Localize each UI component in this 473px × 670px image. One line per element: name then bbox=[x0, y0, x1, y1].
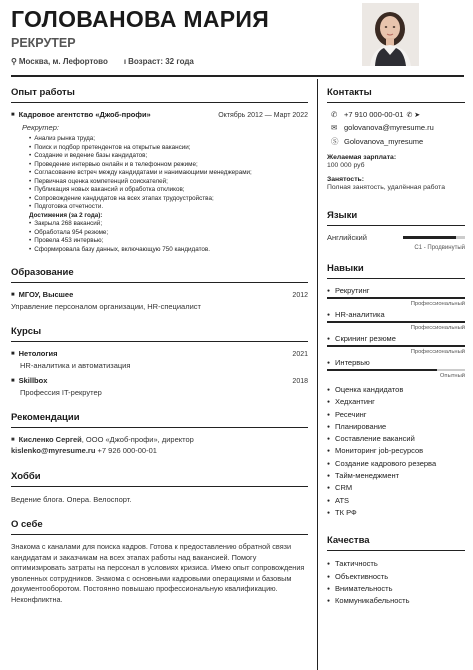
course-desc: Профессия IT-рекрутер bbox=[20, 388, 102, 397]
skill-bar-fill bbox=[327, 345, 465, 347]
hobby-section bbox=[11, 471, 308, 505]
section-rule bbox=[11, 427, 308, 428]
portrait-image bbox=[362, 3, 419, 66]
skill-level: Профессиональный bbox=[410, 349, 465, 355]
experience-section bbox=[11, 87, 308, 254]
candidate-role: РЕКРУТЕР bbox=[11, 36, 76, 50]
section-rule bbox=[11, 486, 308, 487]
left-column bbox=[11, 87, 308, 606]
skill-bar-fill bbox=[327, 297, 465, 299]
salary-value: 100 000 руб bbox=[327, 162, 365, 169]
education-year: 2012 bbox=[292, 292, 308, 299]
course-name: ■ Нетология bbox=[11, 349, 57, 358]
languages-section bbox=[327, 210, 465, 251]
location-text: Москва, м. Лефортово bbox=[18, 57, 108, 66]
email-icon: ✉ bbox=[331, 123, 338, 132]
skype-row bbox=[331, 136, 465, 147]
school-name: ■ МГОУ, Высшее bbox=[11, 290, 73, 299]
speciality: Управление персоналом организации, HR-специалист bbox=[11, 302, 201, 311]
section-title: О себе bbox=[11, 519, 43, 530]
list-item: ● Оценка кандидатов bbox=[327, 384, 465, 396]
section-title: Навыки bbox=[327, 263, 364, 274]
employment-value: Полная занятость, удалённая работа bbox=[327, 184, 445, 191]
achievements-title: Достижения (за 2 года): bbox=[29, 211, 103, 219]
skill-item bbox=[327, 286, 465, 307]
list-item: ● Тактичность bbox=[327, 558, 465, 570]
candidate-meta bbox=[11, 57, 361, 66]
list-item: • Проведение интервью онлайн и в телефонном режиме; bbox=[29, 161, 308, 170]
section-rule bbox=[327, 278, 465, 279]
section-rule bbox=[327, 102, 465, 103]
skill-bar-fill bbox=[327, 321, 465, 323]
list-item: • Провела 453 интервью; bbox=[29, 237, 308, 246]
list-item: • Подготовка отчетности. bbox=[29, 203, 308, 212]
skill-bar bbox=[327, 297, 465, 299]
skype-login[interactable]: Golovanova_myresume bbox=[344, 137, 424, 146]
language-bar bbox=[403, 236, 465, 239]
section-title: Хобби bbox=[11, 471, 41, 482]
list-item: • Обработала 954 резюме; bbox=[29, 229, 308, 238]
course-desc: HR-аналитика и автоматизация bbox=[20, 361, 131, 370]
list-item: ● Мониторинг job-ресурсов bbox=[327, 445, 465, 457]
employment-label: Занятость: bbox=[327, 176, 364, 183]
email-row bbox=[331, 123, 465, 132]
skill-level: Профессиональный bbox=[410, 325, 465, 331]
skill-name: ● Рекрутинг bbox=[327, 286, 465, 295]
job-dates: Октябрь 2012 — Март 2022 bbox=[218, 112, 308, 119]
messenger-icons: ✆ ➤ bbox=[406, 111, 421, 119]
section-rule bbox=[11, 282, 308, 283]
section-rule bbox=[327, 550, 465, 551]
skill-name: ● Интервью bbox=[327, 358, 465, 367]
list-item: ● Объективность bbox=[327, 571, 465, 583]
person-icon: ı bbox=[123, 57, 127, 66]
section-title: Рекомендации bbox=[11, 412, 80, 423]
course-row bbox=[11, 376, 308, 385]
section-title: Качества bbox=[327, 535, 370, 547]
skill-item bbox=[327, 310, 465, 331]
location-pin-icon: ⚲ bbox=[11, 57, 17, 66]
recommender-contacts bbox=[11, 446, 308, 455]
list-item: • Закрыла 268 вакансий; bbox=[29, 220, 308, 229]
recommender-role: , ООО «Джоб-профи», директор bbox=[81, 435, 194, 444]
education-row bbox=[11, 290, 308, 299]
email-address[interactable]: golovanova@myresume.ru bbox=[344, 123, 434, 132]
company-name: ■ Кадровое агентство «Джоб-профи» bbox=[11, 110, 151, 119]
age-text: Возраст: 32 года bbox=[128, 57, 194, 66]
section-title: Курсы bbox=[11, 326, 42, 337]
education-section bbox=[11, 267, 308, 311]
list-item: • Первичная оценка компетенций соискателей; bbox=[29, 178, 308, 187]
resume-header bbox=[11, 6, 361, 66]
recommendations-section bbox=[11, 412, 308, 455]
skill-level: Опытный bbox=[439, 373, 465, 379]
phone-row bbox=[331, 110, 465, 119]
list-item: ● Хедхантинг bbox=[327, 396, 465, 408]
skill-item bbox=[327, 334, 465, 355]
course-row bbox=[11, 349, 308, 358]
skill-name: ● Скрининг резюме bbox=[327, 334, 465, 343]
section-title: Языки bbox=[327, 210, 358, 221]
qualities-section bbox=[327, 535, 465, 607]
courses-section bbox=[11, 326, 308, 397]
candidate-name: ГОЛОВАНОВА МАРИЯ bbox=[11, 6, 270, 32]
section-title: Опыт работы bbox=[11, 87, 75, 98]
recommender-phone: +7 926 000-00-01 bbox=[95, 446, 157, 455]
skill-bar bbox=[327, 345, 465, 347]
list-item: • Анализ рынка труда; bbox=[29, 135, 308, 144]
job-header bbox=[11, 110, 308, 119]
achievement-list bbox=[29, 220, 308, 254]
contacts-section bbox=[327, 87, 465, 191]
list-item: ● Внимательность bbox=[327, 583, 465, 595]
list-item: ● CRM bbox=[327, 482, 465, 494]
skill-list bbox=[327, 384, 465, 519]
language-bar-fill bbox=[403, 236, 456, 239]
skills-section bbox=[327, 263, 465, 519]
hobby-text: Ведение блога. Опера. Велоспорт. bbox=[11, 495, 132, 504]
recommender-line bbox=[11, 435, 308, 444]
section-rule bbox=[327, 225, 465, 226]
list-item: ● ТК РФ bbox=[327, 507, 465, 519]
age-info bbox=[124, 57, 194, 66]
list-item: • Согласование встреч между кандидатами и нанимающими менеджерами; bbox=[29, 169, 308, 178]
list-item: • Поиск и подбор претендентов на открытые вакансии; bbox=[29, 144, 308, 153]
language-row bbox=[327, 233, 465, 242]
phone-number[interactable]: +7 910 000-00-01 bbox=[344, 110, 404, 119]
skill-bar-fill bbox=[327, 369, 437, 371]
list-item: ● Планирование bbox=[327, 421, 465, 433]
section-rule bbox=[11, 534, 308, 535]
recommender-email[interactable]: kislenko@myresume.ru bbox=[11, 446, 96, 455]
list-item: ● Тайм-менеджмент bbox=[327, 470, 465, 482]
location-info bbox=[11, 57, 108, 66]
skill-name: ● HR-аналитика bbox=[327, 310, 465, 319]
list-item: ● ATS bbox=[327, 495, 465, 507]
header-divider bbox=[11, 75, 464, 77]
language-name: Английский bbox=[327, 233, 367, 242]
about-text: Знакома с каналами для поиска кадров. Готова к предоставлению обратной связи кандидатам и заказчикам на всех этапах работы над вакансией. Помогу оптимизировать затраты на персонал в условиях кризиса. Имею опыт сопровождения уволенных сотрудников. Знакома с основными кадровыми операциями и базовым документооборотом. Постоянно повышаю профессиональную квалификацию. Неконфликтна. bbox=[11, 542, 305, 604]
list-item: • Публикация новых вакансий и обработка откликов; bbox=[29, 186, 308, 195]
course-year: 2021 bbox=[292, 351, 308, 358]
list-item: ● Составление вакансий bbox=[327, 433, 465, 445]
course-name: ■ Skillbox bbox=[11, 376, 47, 385]
list-item: • Сформировала базу данных, включающую 750 кандидатов. bbox=[29, 246, 308, 255]
section-title: Образование bbox=[11, 267, 74, 278]
skill-bar bbox=[327, 369, 465, 371]
task-list bbox=[29, 135, 308, 212]
job-position: Рекрутер: bbox=[22, 123, 59, 132]
skill-item bbox=[327, 358, 465, 379]
list-item: ● Создание кадрового резерва bbox=[327, 458, 465, 470]
right-column bbox=[327, 87, 465, 607]
skill-level: Профессиональный bbox=[410, 301, 465, 307]
section-rule bbox=[11, 341, 308, 342]
column-divider bbox=[317, 79, 318, 670]
recommender-name: ■ Кисленко Сергей bbox=[11, 435, 82, 444]
list-item: ● Ресечинг bbox=[327, 409, 465, 421]
section-rule bbox=[11, 102, 308, 103]
salary-label: Желаемая зарплата: bbox=[327, 154, 397, 161]
list-item: • Создание и ведение базы кандидатов; bbox=[29, 152, 308, 161]
list-item: • Сопровождение кандидатов на всех этапах трудоустройства; bbox=[29, 195, 308, 204]
skype-icon: Ⓢ bbox=[331, 137, 339, 146]
language-level: C1 - Продвинутый bbox=[414, 245, 465, 251]
list-item: ● Коммуникабельность bbox=[327, 595, 465, 607]
phone-icon: ✆ bbox=[331, 110, 338, 119]
about-section bbox=[11, 519, 308, 606]
section-title: Контакты bbox=[327, 87, 372, 98]
course-year: 2018 bbox=[292, 378, 308, 385]
candidate-photo bbox=[362, 3, 419, 66]
skill-bar bbox=[327, 321, 465, 323]
